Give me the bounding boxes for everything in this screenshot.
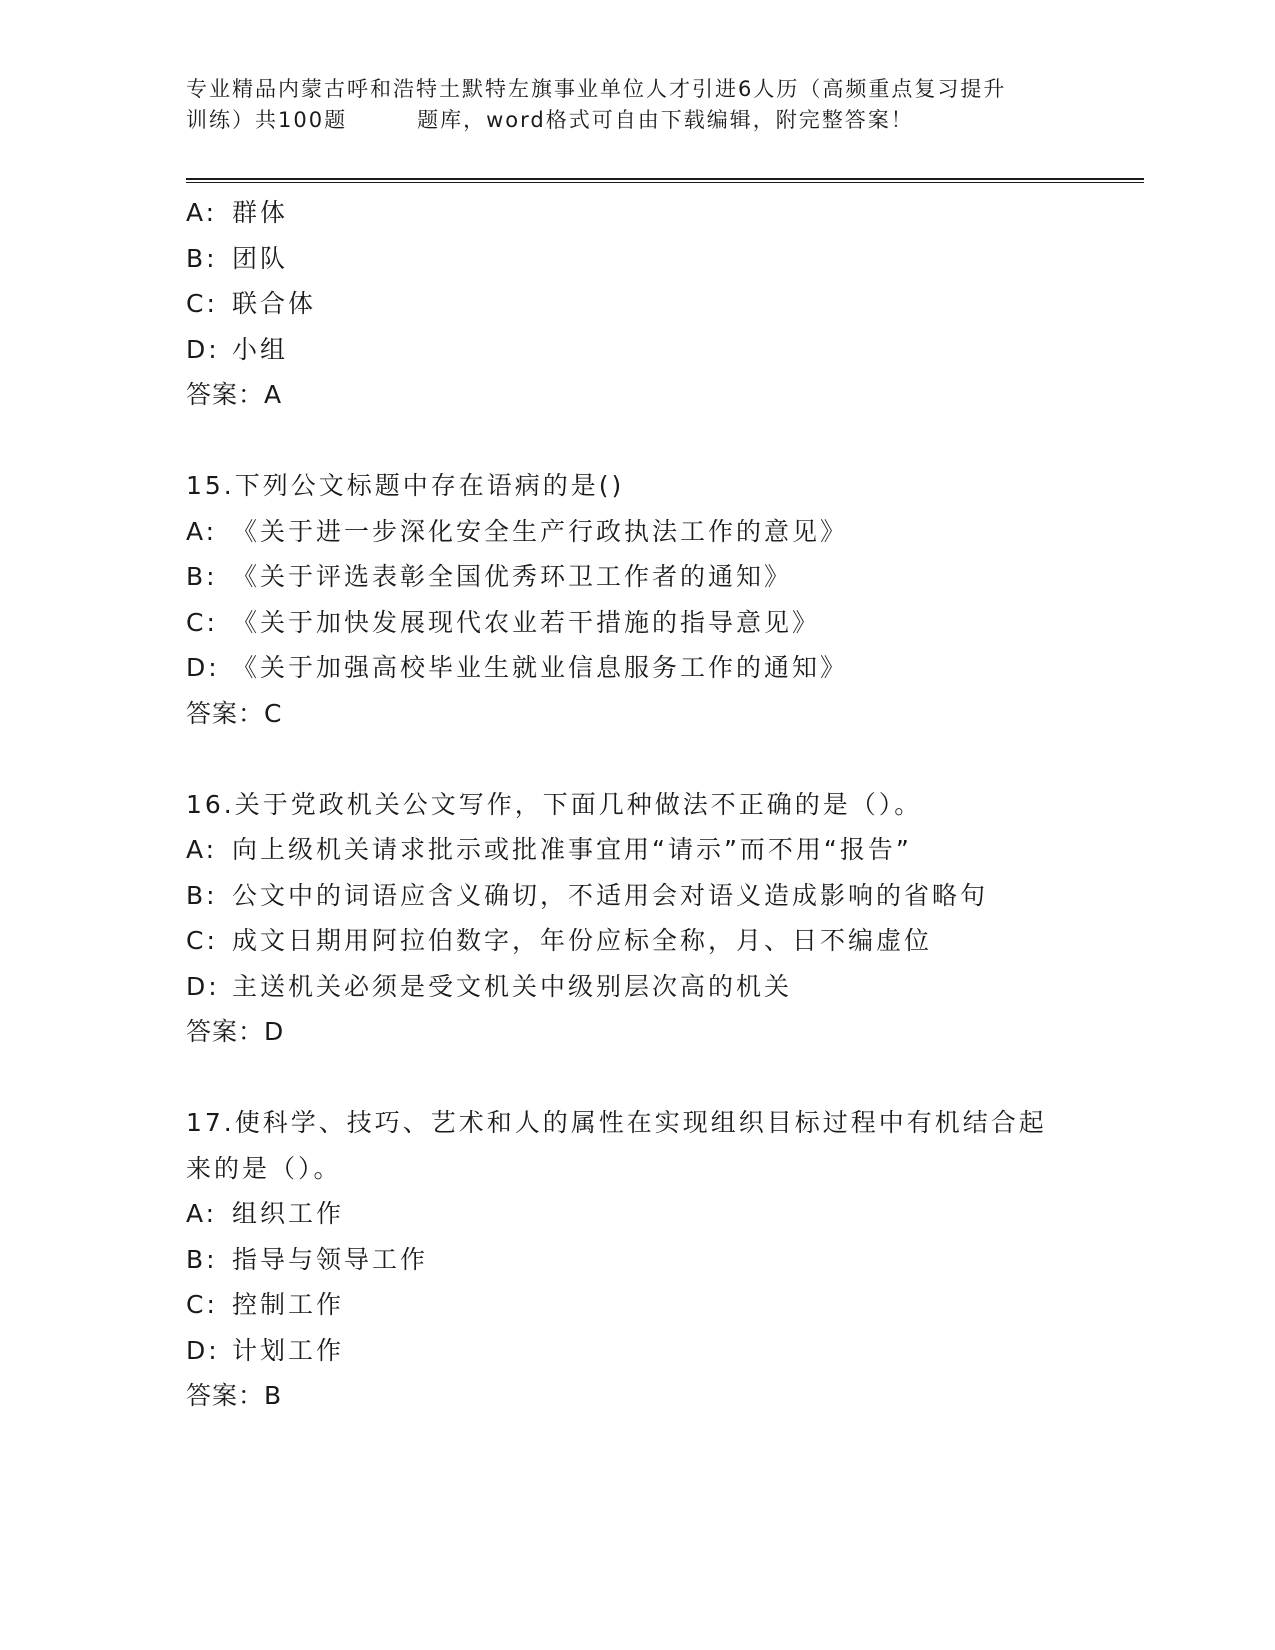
option-d: D: 计划工作 (186, 1335, 345, 1365)
option-d: D: 小组 (186, 334, 289, 364)
option-b: B: 指导与领导工作 (186, 1244, 429, 1274)
document-header (186, 74, 1086, 136)
option-b: B: 《关于评选表彰全国优秀环卫工作者的通知》 (186, 562, 793, 591)
question-14 (186, 190, 1086, 418)
spacer (186, 1055, 1086, 1101)
answer: 答案：C (186, 698, 283, 728)
option-b: B: 公文中的词语应含义确切，不适用会对语义造成影响的省略句 (186, 880, 989, 910)
option-b: B: 团队 (186, 243, 289, 273)
question-17 (186, 1100, 1086, 1419)
option-a: A: 《关于进一步深化安全生产行政执法工作的意见》 (186, 516, 849, 546)
option-c: C: 联合体 (186, 289, 317, 318)
question-text-line-2: 来的是（）。 (186, 1153, 342, 1183)
answer: 答案：A (186, 380, 283, 409)
header-line-2-part-2: 题库，word格式可自由下载编辑，附完整答案！ (417, 108, 914, 132)
option-d: D: 《关于加强高校毕业生就业信息服务工作的通知》 (186, 653, 849, 682)
option-a: A: 群体 (186, 198, 289, 227)
question-text: 16.关于党政机关公文写作，下面几种做法不正确的是（）。 (186, 789, 923, 819)
option-d: D: 主送机关必须是受文机关中级别层次高的机关 (186, 971, 793, 1001)
option-a: A: 向上级机关请求批示或批准事宜用“请示”而不用“报告” (186, 835, 912, 864)
header-line-2-part-1: 训练）共100题 (186, 108, 348, 132)
question-text: 15.下列公文标题中存在语病的是() (186, 471, 625, 500)
spacer (186, 418, 1086, 464)
question-15 (186, 463, 1086, 736)
header-divider-thick (186, 178, 1144, 180)
header-divider-thin (186, 182, 1144, 183)
question-content (186, 190, 1086, 1419)
option-c: C: 成文日期用阿拉伯数字，年份应标全称，月、日不编虚位 (186, 926, 933, 955)
header-line-2 (186, 105, 1086, 136)
option-c: C: 《关于加快发展现代农业若干措施的指导意见》 (186, 607, 821, 637)
answer: 答案：B (186, 1381, 283, 1410)
option-c: C: 控制工作 (186, 1290, 345, 1319)
spacer (186, 736, 1086, 782)
answer: 答案：D (186, 1017, 285, 1046)
question-text-line-1: 17.使科学、技巧、艺术和人的属性在实现组织目标过程中有机结合起 (186, 1108, 1047, 1137)
question-16 (186, 782, 1086, 1055)
header-line-1: 专业精品内蒙古呼和浩特土默特左旗事业单位人才引进6人历（高频重点复习提升 (186, 77, 1007, 101)
option-a: A: 组织工作 (186, 1199, 345, 1228)
